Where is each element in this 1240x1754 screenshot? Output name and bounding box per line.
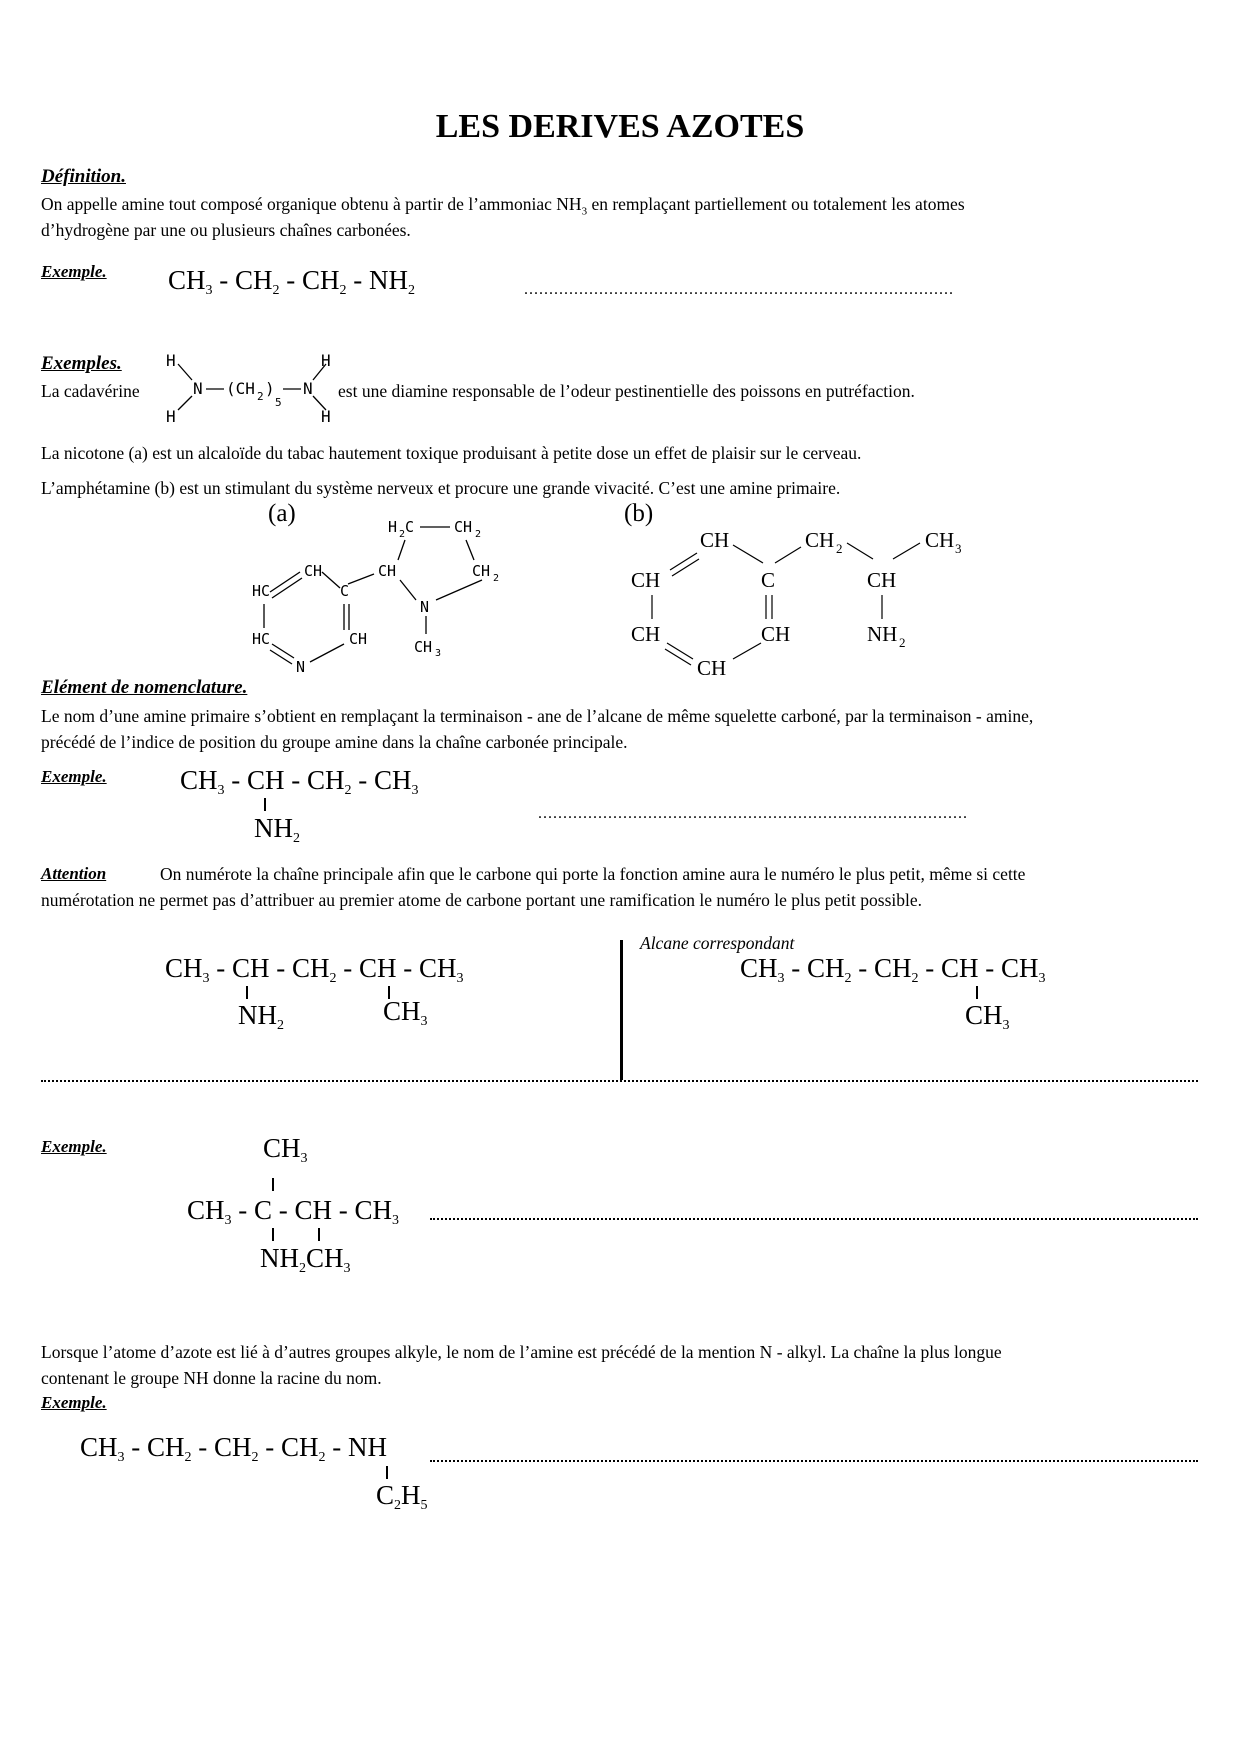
formula-alcane: $CH_3 - CH_2 - CH_2$ - CH - $CH_3$: [740, 953, 1046, 986]
nomenclature-line-2: précédé de l’indice de position du groupe amine dans la chaîne carbonée principale.: [41, 732, 628, 752]
attention-line-2: numérotation ne permet pas d’attribuer au premier atome de carbone portant une ramification le numéro le plus petit possible.: [41, 890, 923, 910]
cadaverine-structure: [160, 350, 340, 430]
substituent-nh2: $NH_2$: [238, 1000, 284, 1033]
svg-text:C: C: [761, 568, 776, 592]
substituent-ch3: $CH_3$: [383, 996, 428, 1029]
amphetamine-text: L’amphétamine (b) est un stimulant du système nerveux et procure une grande vivacité. C’est une amine primaire.: [41, 478, 841, 498]
cadaverine-label: La cadavérine: [41, 381, 140, 401]
svg-text:H: H: [388, 518, 398, 536]
svg-text:H: H: [166, 351, 176, 370]
bond-tick: [386, 1466, 388, 1479]
svg-text:CH: CH: [805, 528, 835, 552]
formula-example-3: $CH_3$ - C - CH - $CH_3$: [187, 1195, 400, 1228]
svg-text:CH: CH: [700, 528, 730, 552]
svg-text:2: 2: [493, 573, 500, 584]
amphetamine-structure: [615, 525, 995, 685]
answer-line-5: [430, 1460, 1198, 1462]
nicotone-text: La nicotone (a) est un alcaloïde du tabac hautement toxique produisant à petite dose un effet de plaisir sur le cerveau.: [41, 443, 862, 463]
alkyl-line-1: Lorsque l’atome d’azote est lié à d’autres groupes alkyle, le nom de l’amine est précédé de la mention N - alkyl. La chaîne la plus longue: [41, 1342, 1002, 1362]
label-b: (b): [624, 500, 654, 527]
svg-text:CH: CH: [472, 562, 491, 580]
svg-text:2: 2: [399, 529, 406, 540]
bond-tick: [272, 1178, 274, 1191]
svg-text:H: H: [321, 407, 331, 426]
svg-text:CH: CH: [349, 630, 368, 648]
example-2-label: Exemple.: [41, 767, 107, 786]
label-a: (a): [268, 500, 296, 527]
svg-text:2: 2: [899, 635, 906, 650]
substituent-nh2: $NH_2$: [254, 813, 300, 846]
svg-text:N: N: [303, 379, 313, 398]
attention-line-1: On numérote la chaîne principale afin que le carbone qui porte la fonction amine aura le numéro le plus petit, même si cette: [160, 864, 1026, 884]
svg-text:CH: CH: [631, 622, 661, 646]
substituent-ch3: $CH_3$: [965, 1000, 1010, 1033]
svg-text:H: H: [321, 351, 331, 370]
svg-text:HC: HC: [252, 582, 271, 600]
column-divider: [620, 940, 623, 1080]
svg-text:N: N: [296, 658, 306, 672]
svg-text:CH: CH: [761, 622, 791, 646]
answer-line-1: ......................................................................................: [524, 282, 954, 298]
svg-text:CH: CH: [304, 562, 323, 580]
svg-text:HC: HC: [252, 630, 271, 648]
cadaverine-text: est une diamine responsable de l’odeur pestinentielle des poissons en putréfaction.: [338, 381, 915, 401]
svg-text:CH: CH: [867, 568, 897, 592]
formula-attention-amine: $CH_3$ - CH - $CH_2$ - CH - $CH_3$: [165, 953, 464, 986]
substituent-c2h5: $C_2H_5$: [376, 1480, 428, 1513]
alcane-label: Alcane correspondant: [640, 933, 795, 953]
alkyl-line-2: contenant le groupe NH donne la racine du nom.: [41, 1368, 382, 1388]
attention-label: Attention: [41, 864, 107, 883]
svg-text:2: 2: [836, 541, 843, 556]
svg-text:H: H: [166, 407, 176, 426]
example-1-label: Exemple.: [41, 262, 107, 281]
definition-line-1: On appelle amine tout composé organique obtenu à partir de l’ammoniac $NH_3$ en remplaçant partiellement ou totalement les atomes: [41, 194, 965, 218]
svg-text:CH: CH: [925, 528, 955, 552]
definition-heading: Définition.: [41, 166, 126, 187]
svg-text:CH: CH: [697, 656, 727, 680]
svg-text:C: C: [340, 582, 350, 600]
svg-text:3: 3: [955, 541, 962, 556]
svg-text:N: N: [420, 598, 430, 616]
nomenclature-heading: Elément de nomenclature.: [41, 677, 248, 698]
bond-tick: [246, 986, 248, 999]
svg-text:): ): [265, 379, 275, 398]
svg-text:(CH: (CH: [226, 379, 255, 398]
example-4-label: Exemple.: [41, 1393, 107, 1412]
svg-text:CH: CH: [631, 568, 661, 592]
answer-line-3: [41, 1080, 1198, 1082]
definition-line-2: d’hydrogène par une ou plusieurs chaînes carbonées.: [41, 220, 411, 240]
examples-heading: Exemples.: [41, 353, 122, 374]
formula-n-ethylbutanamine: $CH_3 - CH_2 - CH_2 - CH_2$ - NH: [80, 1432, 388, 1465]
answer-line-2: ......................................................................................: [538, 806, 968, 822]
nomenclature-line-1: Le nom d’une amine primaire s’obtient en remplaçant la terminaison - ane de l’alcane de même squelette carboné, par la terminaison - amine,: [41, 706, 1034, 726]
svg-text:5: 5: [275, 396, 282, 409]
bond-tick: [318, 1228, 320, 1241]
bond-tick: [264, 798, 266, 811]
svg-text:2: 2: [475, 529, 482, 540]
svg-text:C: C: [405, 518, 415, 536]
svg-text:CH: CH: [454, 518, 473, 536]
svg-text:CH: CH: [414, 638, 433, 656]
page-title: LES DERIVES AZOTES: [435, 108, 805, 145]
substituents-nh2-ch3: $NH_2CH_3$: [260, 1243, 351, 1276]
answer-line-4: [430, 1218, 1198, 1220]
bond-tick: [272, 1228, 274, 1241]
svg-text:2: 2: [257, 390, 264, 403]
svg-text:CH: CH: [378, 562, 397, 580]
formula-propanamine: $CH_3 - CH_2 - CH_2 - NH_2$: [168, 265, 416, 298]
svg-text:3: 3: [435, 648, 442, 659]
example-3-label: Exemple.: [41, 1137, 107, 1156]
svg-text:N: N: [193, 379, 203, 398]
nicotone-structure: [240, 512, 520, 672]
svg-text:NH: NH: [867, 622, 898, 646]
bond-tick: [976, 986, 978, 999]
formula-butan-2-amine: $CH_3$ - CH - $CH_2 - CH_3$: [180, 765, 419, 798]
substituent-ch3: $CH_3$: [263, 1133, 308, 1166]
